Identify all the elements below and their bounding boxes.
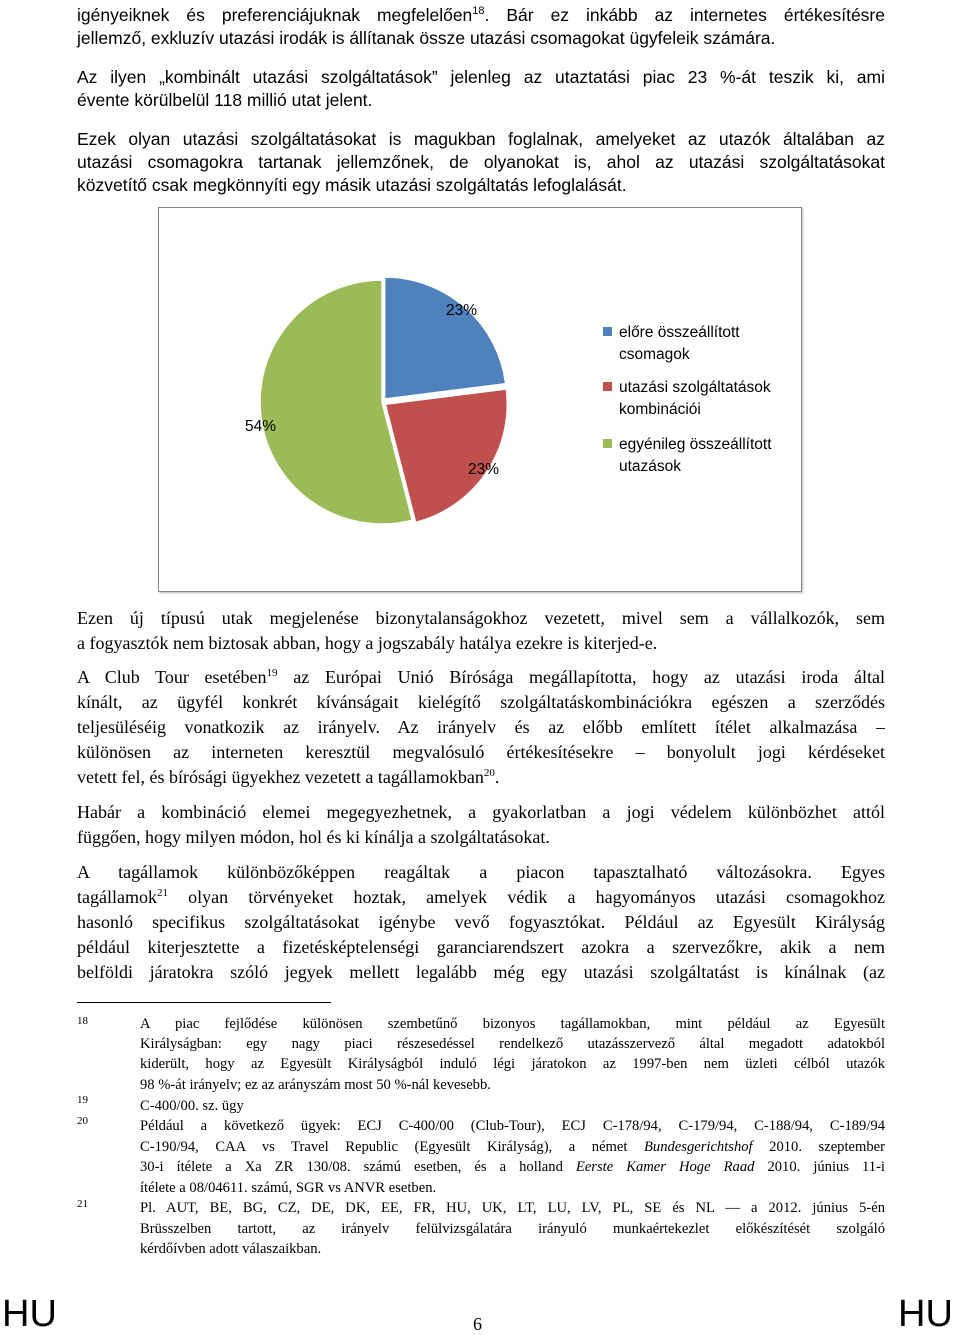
- paragraph-line: Ezen új típusú utak megjelenése bizonytalanságokhoz vezetett, mivel sem a vállalkozók, sem: [77, 608, 885, 628]
- pie-data-label: 23%: [468, 461, 500, 478]
- paragraph-line: A tagállamok különbözőképpen reagáltak a piacon tapasztalható változásokra. Egyes: [77, 862, 885, 882]
- paragraph-line: teljesüléséig vonatkozik az irányelv. Az irányelv és az előbb említett ítélet alkalmazása –: [77, 717, 885, 737]
- paragraph-line: vetett fel, és bírósági ügyekhez vezetett a tagállamokban$^{20}$.: [77, 767, 500, 787]
- footnote-line: C-400/00. sz. ügy: [140, 1098, 244, 1114]
- footnote-ref[interactable]: 18: [472, 5, 485, 17]
- legend-label: utazási szolgáltatások: [619, 379, 771, 396]
- paragraph-line: belföldi járatokra szóló jegyek mellett legalább még egy utazási szolgáltatást is kínálnak (az: [77, 962, 885, 982]
- footnote-line: Brüsszelben tartott, az irányelv felülvizsgálatára irányuló munkaértekezlet előkészítését szolgáló: [140, 1221, 885, 1237]
- footnote-line: 30-i ítélete a Xa ZR 130/08. számú esetben, és a holland Eerste Kamer Hoge Raad 2010. június 11-i: [140, 1159, 885, 1175]
- footnote-line: C-190/94, CAA vs Travel Republic (Egyesült Királyság), a német Bundesgerichtshof 2010. szeptember: [140, 1139, 885, 1155]
- footnote-line: kiderült, hogy az Egyesült Királyságból induló légi járatokon az 1997-ben nem üzleti célból utazók: [140, 1056, 885, 1072]
- legend-label: kombinációi: [619, 401, 701, 418]
- paragraph-line: jellemző, exkluzív utazási irodák is állítanak össze utazási csomagokat ügyfeleik számára.: [77, 28, 776, 48]
- footnote-ref[interactable]: 19: [266, 667, 278, 679]
- legend-label: egyénileg összeállított: [619, 436, 772, 453]
- footnote-line: Pl. AUT, BE, BG, CZ, DE, DK, EE, FR, HU, UK, LT, LU, LV, PL, SE és NL — a 2012. június 5-én: [140, 1200, 885, 1216]
- language-code-right: HU: [898, 1293, 953, 1335]
- legend-label: utazások: [619, 458, 682, 475]
- footnote-number: 19: [77, 1094, 88, 1106]
- footnote-line: ítélete a 08/04611. számú, SGR vs ANVR esetben.: [140, 1180, 437, 1196]
- page-number: 6: [473, 1314, 482, 1334]
- paragraph-line: különösen az interneten keresztül megvalósuló értékesítésekre – bonyolult jogi kérdéseket: [77, 742, 885, 762]
- pie-slice-blue: [385, 277, 506, 399]
- footnote-line: A piac fejlődése különösen szembetűnő bizonyos tagállamokban, mint például az Egyesült: [140, 1016, 885, 1032]
- paragraph-line: évente körülbelül 118 millió utat jelent.: [77, 90, 373, 110]
- paragraph-line: A Club Tour esetében$^{19}$ az Európai Unió Bírósága megállapította, hogy az utazási iroda által: [77, 667, 885, 687]
- footnote-number: 20: [77, 1115, 88, 1127]
- footnote-line: Például a következő ügyek: ECJ C-400/00 (Club-Tour), ECJ C-178/94, C-179/94, C-188/94, C-189/94: [140, 1118, 885, 1134]
- paragraph-line: közvetítő csak megkönnyíti egy másik utazási szolgáltatás lefoglalását.: [77, 175, 627, 195]
- paragraph-line: kínált, az ügyfél konkrét kívánságait kielégítő szolgáltatáskombinációkra egészen a szerződés: [77, 692, 885, 712]
- legend-swatch-red: [603, 382, 612, 391]
- paragraph-line: a fogyasztók nem biztosak abban, hogy a jogszabály hatálya ezekre is kiterjed-e.: [77, 633, 658, 653]
- paragraph-line: hasonló specifikus szolgáltatásokat igénybe vevő fogyasztókat. Például az Egyesült Királyság: [77, 912, 885, 932]
- legend-label: előre összeállított: [619, 324, 740, 341]
- paragraph-line: például kiterjesztette a fizetésképtelenségi garanciarendszert azokra a szervezőkre, akik a nem: [77, 937, 885, 957]
- paragraph-line: függően, hogy milyen módon, hol és ki kínálja a szolgáltatásokat.: [77, 827, 550, 847]
- language-code-left: HU: [2, 1293, 57, 1335]
- pie-data-label: 23%: [446, 302, 478, 319]
- paragraph-line: utazási csomagokra tartanak jellemzőnek, de olyanokat is, ahol az utazási szolgáltatásokat: [77, 152, 885, 172]
- pie-chart-svg: [159, 208, 801, 591]
- legend-label: csomagok: [619, 346, 690, 363]
- footnote-ref[interactable]: 20: [483, 767, 495, 779]
- legend-swatch-blue: [603, 327, 612, 336]
- paragraph-line: Az ilyen „kombinált utazási szolgáltatások” jelenleg az utaztatási piac 23 %-át teszik ki, ami: [77, 67, 885, 87]
- footnote-line: Királyságban: egy nagy piaci részesedéssel rendelkező utazásszervező által megadott adatokból: [140, 1036, 885, 1052]
- paragraph-line: tagállamok$^{21}$ olyan törvényeket hoztak, amelyek védik a hagyományos utazási csomagokhoz: [77, 887, 885, 907]
- paragraph-line: igényeiknek és preferenciájuknak megfelelően$^{18}$. Bár ez inkább az internetes értékesítésre: [77, 5, 885, 25]
- pie-chart: [158, 207, 802, 592]
- paragraph-line: Ezek olyan utazási szolgáltatásokat is magukban foglalnak, amelyeket az utazók általában az: [77, 129, 885, 149]
- footnote-line: kérdőívben adott válaszaikban.: [140, 1241, 322, 1257]
- footnote-number: 21: [77, 1198, 88, 1210]
- footnote-ref[interactable]: 21: [156, 887, 168, 899]
- footnote-separator: [77, 1002, 331, 1003]
- footnote-line: 98 %-át irányelv; ez az arányszám most 50 %-nál kevesebb.: [140, 1077, 491, 1093]
- paragraph-line: Habár a kombináció elemei megegyezhetnek, a gyakorlatban a jogi védelem különbözhet attól: [77, 802, 885, 822]
- pie-data-label: 54%: [245, 418, 277, 435]
- legend-swatch-green: [603, 439, 612, 448]
- footnote-number: 18: [77, 1015, 88, 1027]
